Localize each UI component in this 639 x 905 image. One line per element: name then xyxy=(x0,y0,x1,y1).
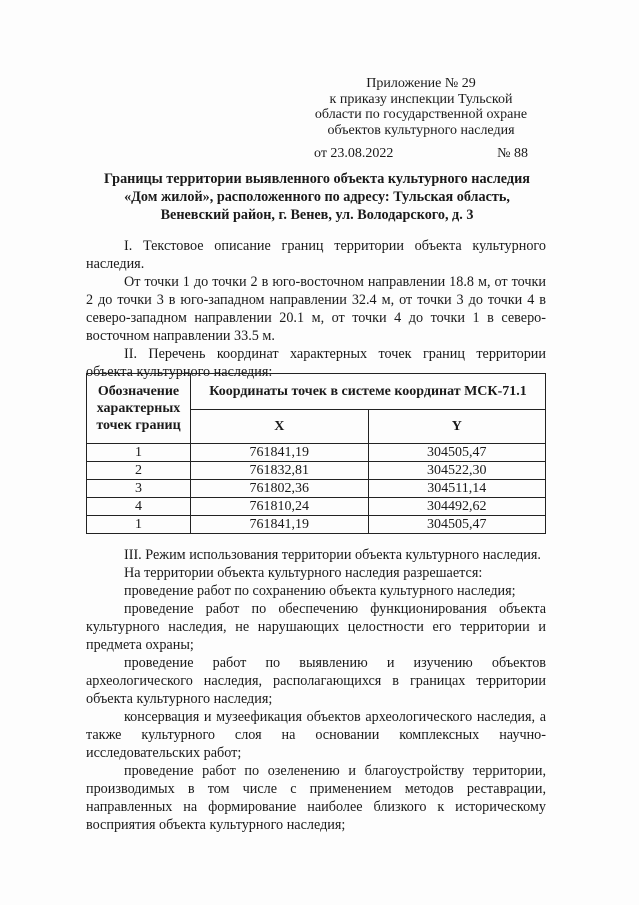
section-3-item-5: проведение работ по озеленению и благоустройству территории, производимых в том числе с применением методов реставрации, направленных на формирование наиболее близкого к историческому восприятия объекта культурного наследия; xyxy=(86,763,546,833)
appendix-date-line xyxy=(296,146,546,162)
section-1 xyxy=(86,237,546,381)
cell-point: 1 xyxy=(87,444,191,462)
document-title xyxy=(86,170,548,224)
cell-y: 304522,30 xyxy=(368,462,546,480)
section-3-item-4: консервация и музеефикация объектов археологического наследия, а также культурного слоя на основании комплексных научно-исследовательских работ; xyxy=(86,709,546,761)
appendix-line-4: объектов культурного наследия xyxy=(327,122,515,138)
title-line-1: Границы территории выявленного объекта культурного наследия xyxy=(104,171,530,187)
section-3 xyxy=(86,546,546,834)
section-1-description: От точки 1 до точки 2 в юго-восточном направлении 18.8 м, от точки 2 до точки 3 в юго-западном направлении 32.4 м, от точки 3 до точки 4 в северо-западном направлении 20.1 м, от точки 4 до точки 1 в северо-восточном направлении 33.5 м. xyxy=(86,274,546,344)
cell-x: 761841,19 xyxy=(191,516,369,534)
appendix-block xyxy=(296,76,546,162)
appendix-line-3: области по государственной охране xyxy=(314,107,528,122)
col-x-header: X xyxy=(191,410,369,444)
table-row xyxy=(87,516,546,534)
coordinates-table xyxy=(86,373,546,534)
section-3-item-2: проведение работ по обеспечению функционирования объекта культурного наследия, не нарушающих целостности его территории и предмета охраны; xyxy=(86,601,546,653)
cell-y: 304492,62 xyxy=(368,498,546,516)
appendix-date: от 23.08.2022 xyxy=(314,146,394,161)
cell-y: 304511,14 xyxy=(368,480,546,498)
appendix-number: № 88 xyxy=(497,146,528,161)
appendix-line-2: к приказу инспекции Тульской xyxy=(329,91,513,107)
table-row xyxy=(87,480,546,498)
appendix-line-1: Приложение № 29 xyxy=(366,76,476,91)
section-3-intro: На территории объекта культурного наследия разрешается: xyxy=(124,565,483,581)
section-1-heading: I. Текстовое описание границ территории объекта культурного наследия. xyxy=(86,238,546,272)
cell-x: 761832,81 xyxy=(191,462,369,480)
section-3-heading: III. Режим использования территории объекта культурного наследия. xyxy=(124,547,541,563)
cell-point: 2 xyxy=(87,462,191,480)
section-3-item-1: проведение работ по сохранению объекта культурного наследия; xyxy=(124,583,516,599)
col-coords-header: Координаты точек в системе координат МСК-71.1 xyxy=(191,374,546,410)
section-3-item-3: проведение работ по выявлению и изучению объектов археологического наследия, располагающихся в границах территории объекта культурного наследия; xyxy=(86,655,546,707)
cell-point: 3 xyxy=(87,480,191,498)
cell-y: 304505,47 xyxy=(368,516,546,534)
title-line-2: «Дом жилой», расположенного по адресу: Тульская область, xyxy=(124,189,510,205)
cell-x: 761802,36 xyxy=(191,480,369,498)
title-line-3: Веневский район, г. Венев, ул. Володарского, д. 3 xyxy=(160,207,474,223)
cell-x: 761810,24 xyxy=(191,498,369,516)
col-point-header: Обозначение характерных точек границ xyxy=(87,374,191,444)
table-row xyxy=(87,498,546,516)
cell-y: 304505,47 xyxy=(368,444,546,462)
cell-x: 761841,19 xyxy=(191,444,369,462)
col-y-header: Y xyxy=(368,410,546,444)
table-row xyxy=(87,462,546,480)
cell-point: 4 xyxy=(87,498,191,516)
section-2-heading: II. Перечень координат характерных точек границ территории объекта культурного наследия: xyxy=(86,346,546,380)
table-row xyxy=(87,444,546,462)
cell-point: 1 xyxy=(87,516,191,534)
